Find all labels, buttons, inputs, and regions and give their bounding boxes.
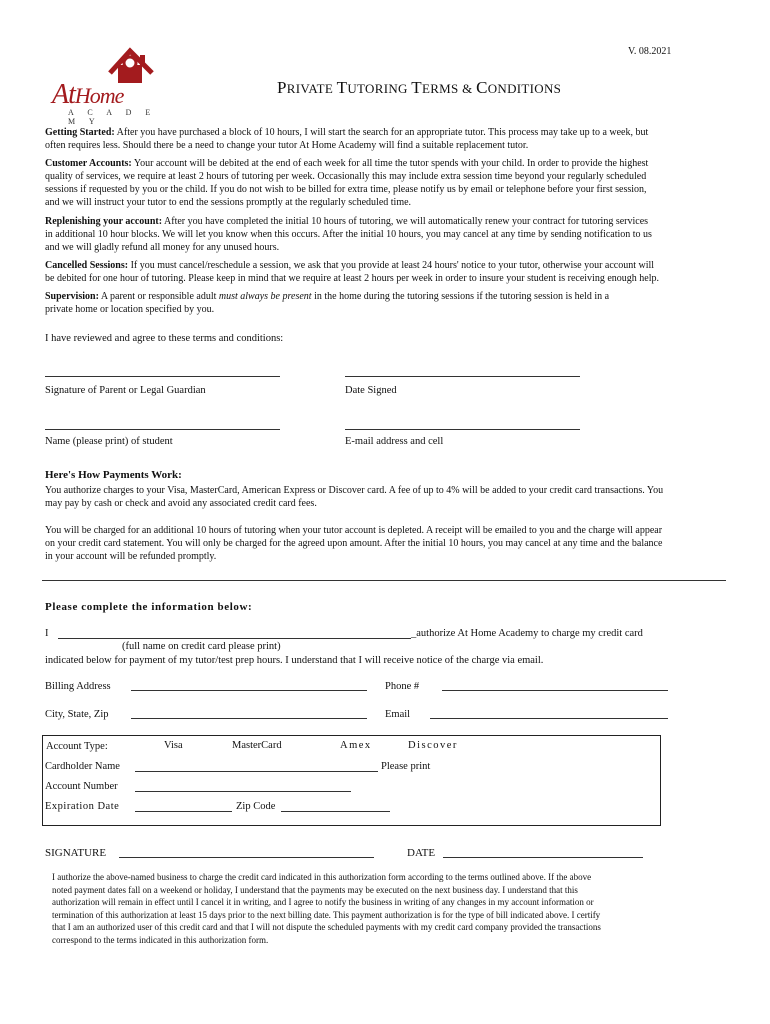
payments-paragraph-2: You will be charged for an additional 10 hours of tutoring when your tutor account is depleted. A receipt will be emailed to you and the charge will appear on your credit card statement. You will only be charged for the agreed upon amount. After the initial 10 hours, you may cancel at any time and the balance in your account will be refunded promptly. <box>45 525 663 562</box>
account-type-label: Account Type: <box>46 741 108 752</box>
cardholder-name-field[interactable] <box>135 771 378 772</box>
version-label: V. 08.2021 <box>628 46 672 57</box>
authorize-i-label: I <box>45 628 49 639</box>
city-state-zip-field[interactable] <box>131 718 367 719</box>
student-name-line[interactable] <box>45 429 280 430</box>
card-option-discover[interactable]: Discover <box>408 740 458 751</box>
date-field[interactable] <box>443 857 643 858</box>
student-name-label: Name (please print) of student <box>45 436 173 447</box>
logo-academy: A C A D E M Y <box>68 108 157 126</box>
signature-field[interactable] <box>119 857 374 858</box>
form-heading: Please complete the information below: <box>45 601 253 613</box>
page-title: PRIVATE TUTORING TERMS & CONDITIONS <box>277 78 562 97</box>
indicated-text: indicated below for payment of my tutor/test prep hours. I understand that I will receive notice of the charge via email. <box>45 655 544 666</box>
card-option-mastercard[interactable]: MasterCard <box>232 740 282 751</box>
section-divider <box>42 580 726 581</box>
authorization-statement: I authorize the above-named business to charge the credit card indicated in this authorization form according to the terms outlined above. If the above noted payment dates fall on a weekend or holiday, I understand that the payments may be executed on the next business day. I understand that this authorization will remain in effect until I cancel it in writing, and I agree to notify the business in writing of any changes in my account information or termination of this authorization at least 15 days prior to the next billing date. This payment authorization is for the type of bill indicated above. I certify that I am an authorized user of this credit card and that I will not dispute the scheduled payments with my credit card company provided the transactions correspond to the terms indicated in this authorization form. <box>52 872 601 945</box>
expiration-date-field[interactable] <box>135 811 232 812</box>
billing-address-field[interactable] <box>131 690 367 691</box>
account-number-field[interactable] <box>135 791 351 792</box>
terms-cancelled: Cancelled Sessions: If you must cancel/reschedule a session, we ask that you provide at least 24 hours' notice to your tutor, otherwise your account will be debited for one hour of tutoring. Please keep in mind that we require at least 2 hours per week in order to insure your student is receiving enough help. <box>45 260 659 284</box>
terms-replenishing: Replenishing your account: After you have completed the initial 10 hours of tutoring, we will automatically renew your contract for tutoring services in additional 10 hour blocks. We will let you know when this occurs. After the initial 10 hours, you may cancel at any time by sending notification to us and we will gladly refund all money for any unused hours. <box>45 216 652 253</box>
cardholder-name-label: Cardholder Name <box>45 761 120 772</box>
account-number-label: Account Number <box>45 781 118 792</box>
email-field[interactable] <box>430 718 668 719</box>
email-cell-line[interactable] <box>345 429 580 430</box>
email-cell-label: E-mail address and cell <box>345 436 444 447</box>
authorize-text: _authorize At Home Academy to charge my credit card <box>411 628 643 639</box>
full-name-hint: (full name on credit card please print) <box>122 641 281 652</box>
phone-field[interactable] <box>442 690 668 691</box>
agree-statement: I have reviewed and agree to these terms and conditions: <box>45 333 284 344</box>
expiration-date-label: Expiration Date <box>45 801 120 812</box>
terms-getting-started: Getting Started: After you have purchased a block of 10 hours, I will start the search for an appropriate tutor. This process may take up to a week, but often requires less. Should there be a need to change your tutor At Home Academy will find a suitable replacement tutor. <box>45 127 649 151</box>
terms-customer-accounts: Customer Accounts: Your account will be debited at the end of each week for all time the tutor spends with your child. In order to provide the highest quality of services, we require at least 2 hours of tutoring per week. Occasionally this may include extra session time beyond your regularly scheduled sessions if requested by you or the child. If you do not wish to be billed for extra time, please notify us by email or telephone before your first session, and we will instruct your tutor to end the sessions promptly at the regularly scheduled time. <box>45 158 649 208</box>
city-state-zip-label: City, State, Zip <box>45 709 109 720</box>
logo-wordmark: AtHome <box>52 79 124 110</box>
full-name-line[interactable] <box>58 638 411 639</box>
parent-signature-line[interactable] <box>45 376 280 377</box>
date-label: DATE <box>407 847 436 859</box>
signature-label: SIGNATURE <box>45 847 107 859</box>
card-option-visa[interactable]: Visa <box>164 740 183 751</box>
billing-address-label: Billing Address <box>45 681 111 692</box>
zip-code-label: Zip Code <box>236 801 276 812</box>
zip-code-field[interactable] <box>281 811 390 812</box>
company-logo <box>52 45 162 125</box>
payments-paragraph-1: You authorize charges to your Visa, MasterCard, American Express or Discover card. A fee of up to 4% will be added to your credit card transactions. You may pay by cash or check and avoid any associated credit card fees. <box>45 485 664 509</box>
email-label: Email <box>385 709 411 720</box>
payments-heading: Here's How Payments Work: <box>45 469 182 481</box>
date-signed-label: Date Signed <box>345 385 397 396</box>
card-option-amex[interactable]: Amex <box>340 740 372 751</box>
parent-signature-label: Signature of Parent or Legal Guardian <box>45 385 206 396</box>
phone-label: Phone # <box>385 681 420 692</box>
please-print-hint: Please print <box>381 761 431 772</box>
date-signed-line[interactable] <box>345 376 580 377</box>
terms-supervision: Supervision: A parent or responsible adult must always be present in the home during the tutoring sessions if the tutoring session is held in a private home or location specified by you. <box>45 291 610 315</box>
